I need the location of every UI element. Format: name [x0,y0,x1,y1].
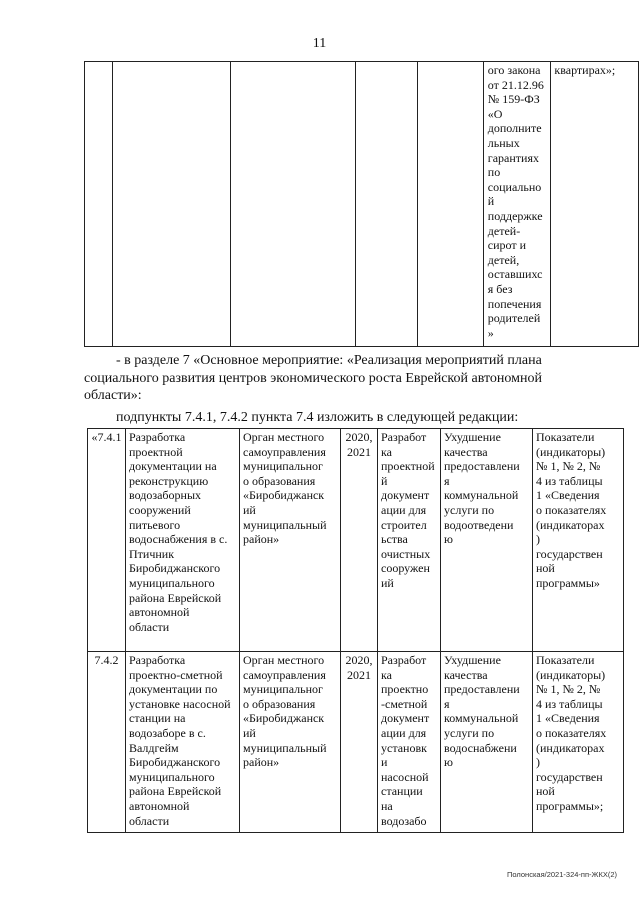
cell-line: гарантиях [487,150,539,165]
cell-line: № 1, № 2, № [536,459,601,474]
responsible-org [240,429,341,652]
table-cell [113,62,231,347]
cell-line: услуги по [444,725,495,740]
cell-line: ации для [381,502,427,517]
item-number: «7.4.1 [88,429,126,652]
cell-line: коммунальной [444,711,519,726]
cell-line: сооружен [381,561,430,576]
closing-cell: квартирах»; [551,62,639,347]
cell-line: ка [381,444,392,459]
cell-line: района Еврейской [129,784,222,799]
cell-line: ий [243,725,256,740]
cell-line: (индикаторах [536,517,605,532]
cell-line: я без [487,281,513,296]
cell-line: ьства [381,532,408,547]
cell-line: 1 «Сведения [536,711,600,726]
cell-line: Ухудшение [444,653,501,667]
cell-line: муниципальног [243,459,323,474]
cell-line: ) [536,755,540,770]
cell-line: (индикаторы) [536,444,606,459]
cell-line: услуги по [444,502,495,517]
cell-line: ной [536,561,555,576]
cell-line: «Биробиджанск [243,711,325,726]
cell-line: водоотведени [444,517,514,532]
cell-line: о показателях [536,725,607,740]
cell-line: программы»; [536,798,604,813]
responsible-org [240,652,341,833]
cell-line: ого закона [487,63,541,77]
cell-line: № 159-ФЗ [487,92,540,107]
cell-line: Орган местного [243,430,325,444]
cell-line: качества [444,667,488,682]
cell-line: о образования [243,696,316,711]
cell-line: ации для [381,725,427,740]
cell-line: » [487,325,494,340]
cell-line: автономной [129,798,190,813]
measure-name [126,429,240,652]
cell-line: «Биробиджанск [243,488,325,503]
cell-line: о образования [243,473,316,488]
expected-result [378,429,441,652]
cell-line: 2021 [347,444,371,459]
cell-line: 2021 [347,667,371,682]
cell-line: проектно-сметной [129,667,223,682]
table-row [88,429,624,652]
cell-line: станции [381,784,423,799]
cell-line: проектно [381,682,429,697]
cell-line: и [381,755,388,770]
cell-line: документации на [129,459,217,474]
indicators-cell [533,652,624,833]
cell-line: района Еврейской [129,590,222,605]
cell-line: питьевого [129,517,181,532]
measures-table [87,428,624,833]
cell-line: детей- [487,223,521,238]
cell-line: поддержке [487,208,543,223]
cell-line: дополните [487,121,542,136]
cell-line: проектной [129,444,183,459]
cell-line: ка [381,667,392,682]
consequence-cell [441,429,533,652]
cell-line: оставшихс [487,267,543,282]
cell-line: водоснабжения в с. [129,532,228,547]
law-reference-cell [483,62,551,347]
cell-line: проектной [381,459,435,474]
cell-line: детей, [487,252,520,267]
cell-line: й [487,194,495,209]
expected-result [378,652,441,833]
cell-line: муниципальный [243,517,327,532]
cell-line: муниципального [129,769,215,784]
cell-line: район» [243,532,280,547]
cell-line: ий [381,575,394,590]
cell-line: Разработ [381,430,427,444]
cell-line: сооружений [129,502,191,517]
years-cell [341,652,378,833]
cell-line: водозабо [381,813,427,828]
cell-line: 2020, [345,653,373,667]
cell-line: ) [536,532,540,547]
cell-line: предоставлени [444,459,520,474]
cell-line: ю [444,532,453,547]
document-code: Полонская/2021-324-пп-ЖКХ(2) [507,870,617,879]
cell-line: Показатели [536,430,595,444]
cell-line: водозаборе в с. [129,725,206,740]
cell-line: документ [381,711,430,726]
table-cell [231,62,356,347]
cell-line: строител [381,517,427,532]
cell-line: государствен [536,769,603,784]
cell-line: ий [243,502,256,517]
cell-line: Показатели [536,653,595,667]
cell-line: коммунальной [444,488,519,503]
cell-line: Биробиджанского [129,561,221,576]
item-number: 7.4.2 [88,652,126,833]
cell-line: государствен [536,546,603,561]
table-row [88,652,624,833]
cell-line: попечения [487,296,542,311]
cell-line: водозаборных [129,488,201,503]
cell-line: установк [381,740,427,755]
cell-line: области [129,619,170,634]
cell-line: сирот и [487,238,527,253]
cell-line: я [444,696,450,711]
cell-line: ю [444,755,453,770]
cell-line: Биробиджанского [129,755,221,770]
cell-line: программы» [536,575,600,590]
cell-line: 4 из таблицы [536,696,603,711]
cell-line: Орган местного [243,653,325,667]
consequence-cell [441,652,533,833]
cell-line: (индикаторах [536,740,605,755]
cell-line: Птичник [129,546,175,561]
subclause-paragraph: подпункты 7.4.1, 7.4.2 пункта 7.4 изложить в следующей редакции: [116,410,519,425]
cell-line: станции на [129,711,186,726]
cell-line: район» [243,755,280,770]
section-7-paragraph [84,352,570,405]
cell-line: Разработка [129,430,186,444]
cell-line: муниципальног [243,682,323,697]
cell-line: очистных [381,546,431,561]
cell-line: на [381,798,393,813]
cell-line: от 21.12.96 [487,77,544,92]
cell-line: «О [487,106,503,121]
years-cell [341,429,378,652]
paragraph-line: - в разделе 7 «Основное мероприятие: «Реализация мероприятий плана [116,353,542,368]
cell-line: 4 из таблицы [536,473,603,488]
cell-line: установке насосной [129,696,231,711]
cell-line: реконструкцию [129,473,209,488]
cell-line: льных [487,135,520,150]
paragraph-line: области»: [84,388,142,403]
cell-line: социально [487,179,542,194]
cell-line: Валдгейм [129,740,179,755]
cell-line: предоставлени [444,682,520,697]
cell-line: 2020, [345,430,373,444]
cell-line: качества [444,444,488,459]
cell-line: насосной [381,769,429,784]
cell-line: водоснабжени [444,740,517,755]
cell-line: документ [381,488,430,503]
cell-line: Разработка [129,653,186,667]
indicators-cell [533,429,624,652]
measure-name [126,652,240,833]
cell-line: 1 «Сведения [536,488,600,503]
cell-line: родителей [487,311,541,326]
cell-line: самоуправления [243,667,326,682]
table-cell [356,62,418,347]
cell-line: й [381,473,388,488]
cell-line: № 1, № 2, № [536,682,601,697]
table-cell [85,62,113,347]
cell-line: по [487,165,501,180]
cell-line: Ухудшение [444,430,501,444]
cell-line: области [129,813,170,828]
continued-table [84,61,639,347]
cell-line: -сметной [381,696,428,711]
cell-line: ной [536,784,555,799]
cell-line: (индикаторы) [536,667,606,682]
page-number: 11 [312,36,327,51]
cell-line: я [444,473,450,488]
cell-line: муниципального [129,575,215,590]
paragraph-line: социального развития центров экономического роста Еврейской автономной [84,370,542,386]
cell-line: Разработ [381,653,427,667]
cell-line: документации по [129,682,218,697]
cell-line: муниципальный [243,740,327,755]
cell-line: о показателях [536,502,607,517]
cell-line: самоуправления [243,444,326,459]
cell-line: автономной [129,605,190,620]
table-cell [418,62,484,347]
